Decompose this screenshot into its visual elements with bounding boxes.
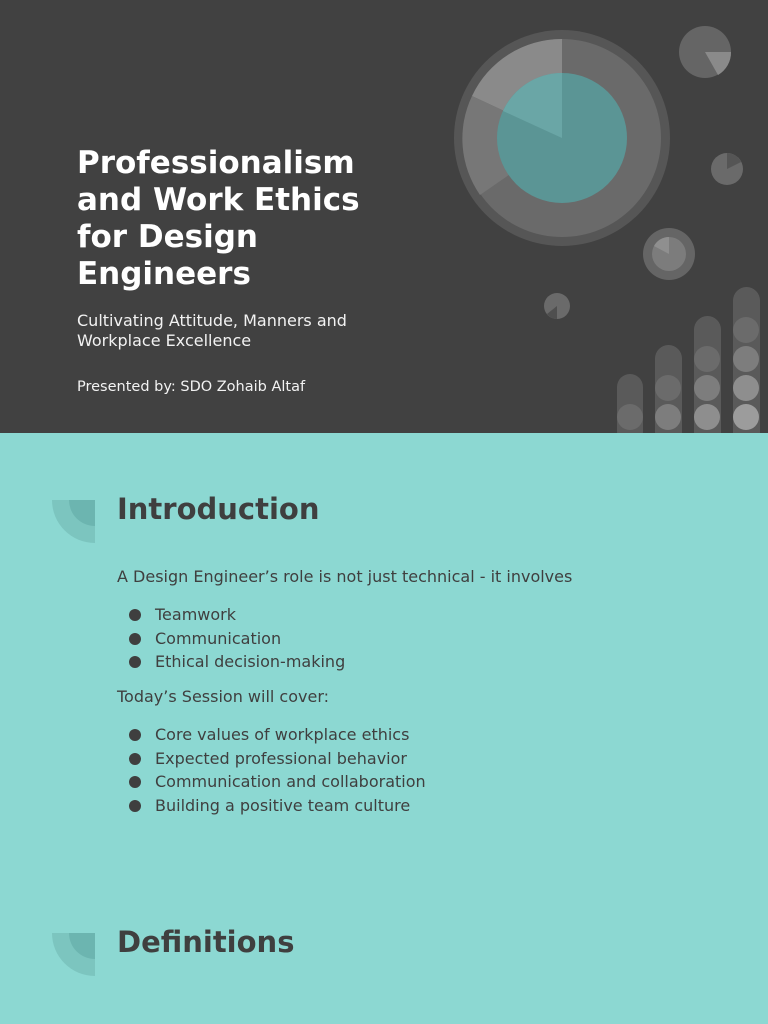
list-item xyxy=(117,723,426,747)
mini-pie-graphic xyxy=(544,293,570,319)
presenter-name: Presented by: SDO Zohaib Altaf xyxy=(77,379,306,395)
list-item-text: Communication xyxy=(155,628,282,648)
list-item-text: Communication and collaboration xyxy=(155,772,426,791)
bullet-icon xyxy=(129,729,141,741)
session-lead: Today’s Session will cover: xyxy=(117,687,330,706)
list-item xyxy=(117,603,345,627)
tiny-pie-graphic xyxy=(711,153,743,185)
list-item-text: Building a positive team culture xyxy=(155,795,411,815)
definitions-slide xyxy=(0,863,768,1024)
bullet-icon xyxy=(129,776,141,788)
list-item-text: Ethical decision-making xyxy=(155,652,346,671)
bullet-icon xyxy=(129,609,141,621)
session-topics-list xyxy=(117,723,426,817)
list-item-text: Expected professional behavior xyxy=(155,748,407,768)
list-item xyxy=(117,794,426,818)
introduction-heading: Introduction xyxy=(117,492,320,526)
bullet-icon xyxy=(129,800,141,812)
quarter-circle-icon xyxy=(52,932,96,976)
definitions-heading: Definitions xyxy=(117,925,295,959)
bullet-icon xyxy=(129,656,141,668)
list-item xyxy=(117,747,426,771)
bullet-icon xyxy=(129,753,141,765)
presentation-title: Professionalism and Work Ethics for Design Engineers xyxy=(77,145,360,292)
ring-pie-graphic xyxy=(643,228,695,280)
small-pie-graphic xyxy=(679,26,731,78)
bullet-icon xyxy=(129,633,141,645)
list-item xyxy=(117,627,345,651)
introduction-lead: A Design Engineer’s role is not just technical - it involves xyxy=(117,567,573,586)
involves-list xyxy=(117,603,345,674)
presentation-subtitle: Cultivating Attitude, Manners and Workplace Excellence xyxy=(77,311,347,350)
stacked-bars-graphic xyxy=(617,287,760,433)
list-item-text: Core values of workplace ethics xyxy=(155,725,410,744)
introduction-slide xyxy=(0,433,768,863)
list-item-text: Teamwork xyxy=(155,605,237,624)
title-slide xyxy=(0,0,768,433)
list-item xyxy=(117,650,345,674)
list-item xyxy=(117,770,426,794)
quarter-circle-icon xyxy=(52,499,96,543)
large-donut-chart-graphic xyxy=(454,30,670,246)
